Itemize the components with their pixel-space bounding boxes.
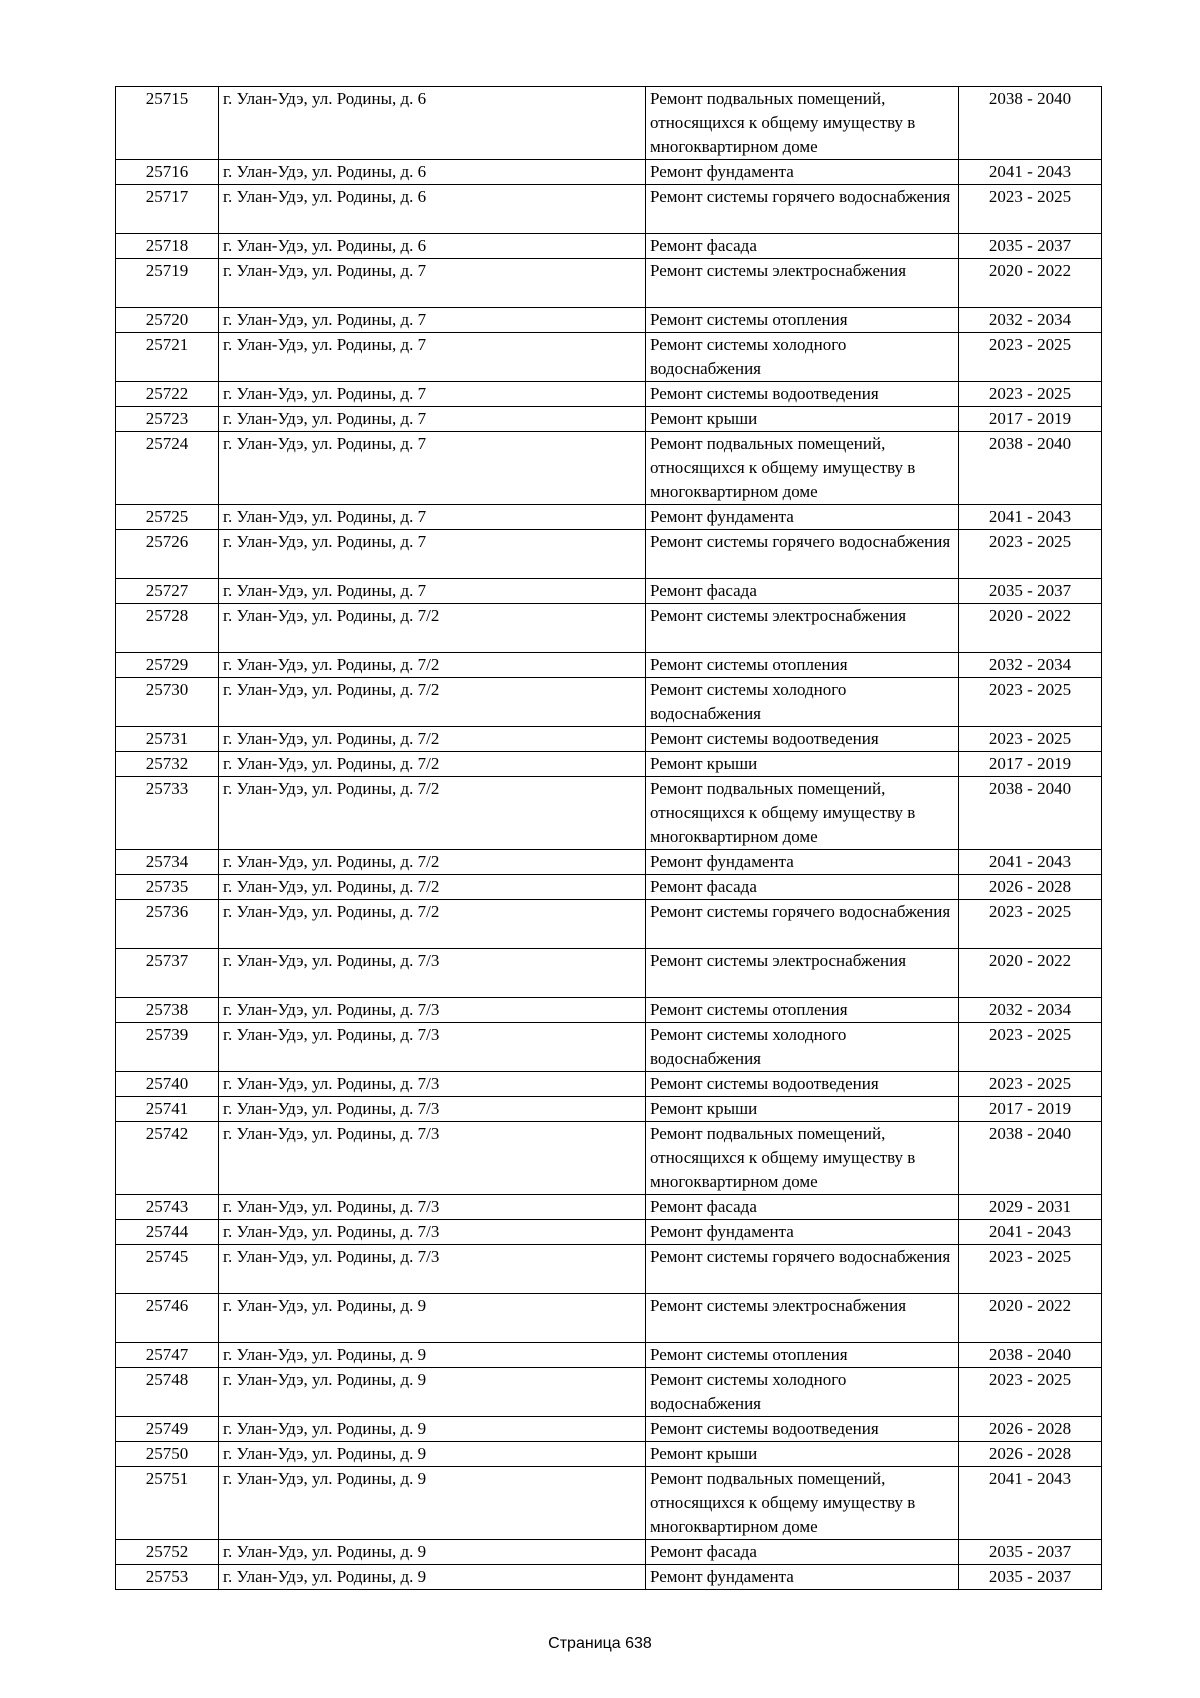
row-address: г. Улан-Удэ, ул. Родины, д. 9 — [219, 1467, 646, 1540]
row-period: 2041 - 2043 — [959, 1467, 1102, 1540]
row-work-type: Ремонт системы электроснабжения — [646, 1294, 959, 1343]
row-number: 25751 — [116, 1467, 219, 1540]
row-number: 25720 — [116, 308, 219, 333]
table-row — [116, 530, 1102, 579]
table-row — [116, 1023, 1102, 1072]
row-period: 2032 - 2034 — [959, 308, 1102, 333]
row-period: 2038 - 2040 — [959, 432, 1102, 505]
row-period: 2023 - 2025 — [959, 1245, 1102, 1294]
row-period: 2023 - 2025 — [959, 1023, 1102, 1072]
row-address: г. Улан-Удэ, ул. Родины, д. 6 — [219, 87, 646, 160]
row-period: 2032 - 2034 — [959, 998, 1102, 1023]
row-address: г. Улан-Удэ, ул. Родины, д. 7/2 — [219, 875, 646, 900]
row-period: 2023 - 2025 — [959, 382, 1102, 407]
row-work-type: Ремонт системы отопления — [646, 308, 959, 333]
table-row — [116, 1097, 1102, 1122]
row-work-type: Ремонт системы водоотведения — [646, 727, 959, 752]
row-number: 25749 — [116, 1417, 219, 1442]
row-address: г. Улан-Удэ, ул. Родины, д. 9 — [219, 1417, 646, 1442]
row-number: 25743 — [116, 1195, 219, 1220]
row-work-type: Ремонт системы электроснабжения — [646, 259, 959, 308]
table-row — [116, 1343, 1102, 1368]
row-period: 2035 - 2037 — [959, 1565, 1102, 1590]
table-row — [116, 1294, 1102, 1343]
row-address: г. Улан-Удэ, ул. Родины, д. 7/2 — [219, 900, 646, 949]
row-period: 2023 - 2025 — [959, 727, 1102, 752]
table-row — [116, 1122, 1102, 1195]
table-row — [116, 1195, 1102, 1220]
row-work-type: Ремонт фасада — [646, 234, 959, 259]
table-row — [116, 407, 1102, 432]
row-work-type: Ремонт системы отопления — [646, 998, 959, 1023]
row-number: 25747 — [116, 1343, 219, 1368]
row-period: 2041 - 2043 — [959, 1220, 1102, 1245]
row-period: 2023 - 2025 — [959, 678, 1102, 727]
row-address: г. Улан-Удэ, ул. Родины, д. 7/3 — [219, 1122, 646, 1195]
row-address: г. Улан-Удэ, ул. Родины, д. 7/2 — [219, 850, 646, 875]
row-number: 25752 — [116, 1540, 219, 1565]
row-work-type: Ремонт подвальных помещений, относящихся к общему имуществу в многоквартирном доме — [646, 1122, 959, 1195]
row-period: 2026 - 2028 — [959, 1442, 1102, 1467]
row-work-type: Ремонт крыши — [646, 752, 959, 777]
table-row — [116, 998, 1102, 1023]
row-period: 2023 - 2025 — [959, 333, 1102, 382]
row-number: 25748 — [116, 1368, 219, 1417]
row-address: г. Улан-Удэ, ул. Родины, д. 7 — [219, 259, 646, 308]
table-row — [116, 234, 1102, 259]
row-period: 2029 - 2031 — [959, 1195, 1102, 1220]
table-row — [116, 900, 1102, 949]
table-row — [116, 1072, 1102, 1097]
row-work-type: Ремонт системы водоотведения — [646, 1072, 959, 1097]
row-work-type: Ремонт подвальных помещений, относящихся к общему имуществу в многоквартирном доме — [646, 1467, 959, 1540]
row-number: 25728 — [116, 604, 219, 653]
row-address: г. Улан-Удэ, ул. Родины, д. 7/2 — [219, 653, 646, 678]
row-period: 2023 - 2025 — [959, 900, 1102, 949]
row-address: г. Улан-Удэ, ул. Родины, д. 9 — [219, 1343, 646, 1368]
row-period: 2038 - 2040 — [959, 1343, 1102, 1368]
row-work-type: Ремонт подвальных помещений, относящихся к общему имуществу в многоквартирном доме — [646, 87, 959, 160]
row-work-type: Ремонт крыши — [646, 1097, 959, 1122]
row-period: 2020 - 2022 — [959, 604, 1102, 653]
row-address: г. Улан-Удэ, ул. Родины, д. 7/3 — [219, 949, 646, 998]
row-number: 25744 — [116, 1220, 219, 1245]
table-row — [116, 1442, 1102, 1467]
row-work-type: Ремонт системы горячего водоснабжения — [646, 900, 959, 949]
row-number: 25742 — [116, 1122, 219, 1195]
row-period: 2017 - 2019 — [959, 752, 1102, 777]
row-work-type: Ремонт системы водоотведения — [646, 1417, 959, 1442]
row-period: 2041 - 2043 — [959, 505, 1102, 530]
row-period: 2023 - 2025 — [959, 185, 1102, 234]
row-number: 25716 — [116, 160, 219, 185]
row-period: 2023 - 2025 — [959, 1072, 1102, 1097]
row-address: г. Улан-Удэ, ул. Родины, д. 7 — [219, 382, 646, 407]
row-number: 25727 — [116, 579, 219, 604]
row-period: 2023 - 2025 — [959, 1368, 1102, 1417]
row-period: 2035 - 2037 — [959, 1540, 1102, 1565]
table-row — [116, 949, 1102, 998]
row-number: 25737 — [116, 949, 219, 998]
row-address: г. Улан-Удэ, ул. Родины, д. 7/3 — [219, 1220, 646, 1245]
table-row — [116, 850, 1102, 875]
row-number: 25717 — [116, 185, 219, 234]
row-address: г. Улан-Удэ, ул. Родины, д. 9 — [219, 1540, 646, 1565]
row-work-type: Ремонт подвальных помещений, относящихся к общему имуществу в многоквартирном доме — [646, 432, 959, 505]
row-address: г. Улан-Удэ, ул. Родины, д. 9 — [219, 1368, 646, 1417]
row-work-type: Ремонт фасада — [646, 1540, 959, 1565]
row-address: г. Улан-Удэ, ул. Родины, д. 7 — [219, 407, 646, 432]
row-address: г. Улан-Удэ, ул. Родины, д. 7/2 — [219, 727, 646, 752]
row-work-type: Ремонт подвальных помещений, относящихся к общему имуществу в многоквартирном доме — [646, 777, 959, 850]
row-number: 25753 — [116, 1565, 219, 1590]
row-address: г. Улан-Удэ, ул. Родины, д. 7 — [219, 579, 646, 604]
row-address: г. Улан-Удэ, ул. Родины, д. 7 — [219, 308, 646, 333]
row-number: 25736 — [116, 900, 219, 949]
row-work-type: Ремонт системы холодного водоснабжения — [646, 1023, 959, 1072]
row-period: 2017 - 2019 — [959, 407, 1102, 432]
row-address: г. Улан-Удэ, ул. Родины, д. 7/2 — [219, 604, 646, 653]
row-number: 25731 — [116, 727, 219, 752]
table-row — [116, 432, 1102, 505]
row-address: г. Улан-Удэ, ул. Родины, д. 7/3 — [219, 1097, 646, 1122]
row-work-type: Ремонт фундамента — [646, 505, 959, 530]
table-row — [116, 1540, 1102, 1565]
table-row — [116, 333, 1102, 382]
row-work-type: Ремонт системы горячего водоснабжения — [646, 185, 959, 234]
row-address: г. Улан-Удэ, ул. Родины, д. 7 — [219, 432, 646, 505]
row-work-type: Ремонт фасада — [646, 1195, 959, 1220]
row-period: 2038 - 2040 — [959, 777, 1102, 850]
table-row — [116, 777, 1102, 850]
row-period: 2026 - 2028 — [959, 875, 1102, 900]
row-number: 25718 — [116, 234, 219, 259]
row-period: 2020 - 2022 — [959, 259, 1102, 308]
row-period: 2020 - 2022 — [959, 949, 1102, 998]
row-address: г. Улан-Удэ, ул. Родины, д. 6 — [219, 185, 646, 234]
row-number: 25745 — [116, 1245, 219, 1294]
row-period: 2038 - 2040 — [959, 87, 1102, 160]
row-period: 2026 - 2028 — [959, 1417, 1102, 1442]
row-work-type: Ремонт системы холодного водоснабжения — [646, 333, 959, 382]
row-work-type: Ремонт системы горячего водоснабжения — [646, 1245, 959, 1294]
row-work-type: Ремонт системы холодного водоснабжения — [646, 678, 959, 727]
row-work-type: Ремонт системы водоотведения — [646, 382, 959, 407]
row-work-type: Ремонт фасада — [646, 875, 959, 900]
row-period: 2035 - 2037 — [959, 579, 1102, 604]
row-address: г. Улан-Удэ, ул. Родины, д. 9 — [219, 1565, 646, 1590]
row-number: 25722 — [116, 382, 219, 407]
row-period: 2023 - 2025 — [959, 530, 1102, 579]
row-number: 25719 — [116, 259, 219, 308]
row-work-type: Ремонт системы горячего водоснабжения — [646, 530, 959, 579]
row-number: 25746 — [116, 1294, 219, 1343]
row-address: г. Улан-Удэ, ул. Родины, д. 7/2 — [219, 752, 646, 777]
row-work-type: Ремонт системы электроснабжения — [646, 949, 959, 998]
row-period: 2017 - 2019 — [959, 1097, 1102, 1122]
row-address: г. Улан-Удэ, ул. Родины, д. 7/2 — [219, 678, 646, 727]
row-work-type: Ремонт фасада — [646, 579, 959, 604]
table-row — [116, 160, 1102, 185]
table-row — [116, 727, 1102, 752]
row-number: 25726 — [116, 530, 219, 579]
row-number: 25732 — [116, 752, 219, 777]
row-number: 25721 — [116, 333, 219, 382]
row-address: г. Улан-Удэ, ул. Родины, д. 7/3 — [219, 1195, 646, 1220]
row-period: 2041 - 2043 — [959, 160, 1102, 185]
row-period: 2035 - 2037 — [959, 234, 1102, 259]
table-row — [116, 1368, 1102, 1417]
table-row — [116, 87, 1102, 160]
row-address: г. Улан-Удэ, ул. Родины, д. 7/3 — [219, 1072, 646, 1097]
table-row — [116, 259, 1102, 308]
row-work-type: Ремонт системы отопления — [646, 1343, 959, 1368]
row-address: г. Улан-Удэ, ул. Родины, д. 6 — [219, 160, 646, 185]
table-row — [116, 505, 1102, 530]
row-address: г. Улан-Удэ, ул. Родины, д. 7 — [219, 333, 646, 382]
row-work-type: Ремонт фундамента — [646, 1565, 959, 1590]
row-address: г. Улан-Удэ, ул. Родины, д. 9 — [219, 1442, 646, 1467]
table-row — [116, 308, 1102, 333]
table-row — [116, 875, 1102, 900]
table-body — [116, 87, 1102, 1590]
table-row — [116, 653, 1102, 678]
row-number: 25740 — [116, 1072, 219, 1097]
row-address: г. Улан-Удэ, ул. Родины, д. 6 — [219, 234, 646, 259]
row-period: 2038 - 2040 — [959, 1122, 1102, 1195]
row-number: 25741 — [116, 1097, 219, 1122]
row-address: г. Улан-Удэ, ул. Родины, д. 9 — [219, 1294, 646, 1343]
row-address: г. Улан-Удэ, ул. Родины, д. 7/2 — [219, 777, 646, 850]
table-row — [116, 604, 1102, 653]
row-number: 25750 — [116, 1442, 219, 1467]
row-address: г. Улан-Удэ, ул. Родины, д. 7 — [219, 530, 646, 579]
row-work-type: Ремонт системы электроснабжения — [646, 604, 959, 653]
row-work-type: Ремонт крыши — [646, 407, 959, 432]
page-number: Страница 638 — [548, 1635, 652, 1652]
table-row — [116, 185, 1102, 234]
table-row — [116, 1220, 1102, 1245]
row-number: 25734 — [116, 850, 219, 875]
table-row — [116, 752, 1102, 777]
row-period: 2041 - 2043 — [959, 850, 1102, 875]
table-row — [116, 1245, 1102, 1294]
row-work-type: Ремонт фундамента — [646, 160, 959, 185]
row-number: 25733 — [116, 777, 219, 850]
row-work-type: Ремонт системы отопления — [646, 653, 959, 678]
table-row — [116, 1417, 1102, 1442]
row-period: 2020 - 2022 — [959, 1294, 1102, 1343]
row-number: 25739 — [116, 1023, 219, 1072]
row-work-type: Ремонт крыши — [646, 1442, 959, 1467]
row-number: 25725 — [116, 505, 219, 530]
row-work-type: Ремонт системы холодного водоснабжения — [646, 1368, 959, 1417]
row-address: г. Улан-Удэ, ул. Родины, д. 7/3 — [219, 1245, 646, 1294]
row-address: г. Улан-Удэ, ул. Родины, д. 7/3 — [219, 1023, 646, 1072]
row-period: 2032 - 2034 — [959, 653, 1102, 678]
table-row — [116, 382, 1102, 407]
row-number: 25730 — [116, 678, 219, 727]
row-number: 25738 — [116, 998, 219, 1023]
repair-schedule-table — [115, 86, 1102, 1590]
row-work-type: Ремонт фундамента — [646, 1220, 959, 1245]
table-row — [116, 1565, 1102, 1590]
row-number: 25724 — [116, 432, 219, 505]
row-number: 25735 — [116, 875, 219, 900]
row-address: г. Улан-Удэ, ул. Родины, д. 7/3 — [219, 998, 646, 1023]
row-number: 25715 — [116, 87, 219, 160]
row-number: 25723 — [116, 407, 219, 432]
table-row — [116, 579, 1102, 604]
row-number: 25729 — [116, 653, 219, 678]
row-work-type: Ремонт фундамента — [646, 850, 959, 875]
table-row — [116, 678, 1102, 727]
table-row — [116, 1467, 1102, 1540]
row-address: г. Улан-Удэ, ул. Родины, д. 7 — [219, 505, 646, 530]
